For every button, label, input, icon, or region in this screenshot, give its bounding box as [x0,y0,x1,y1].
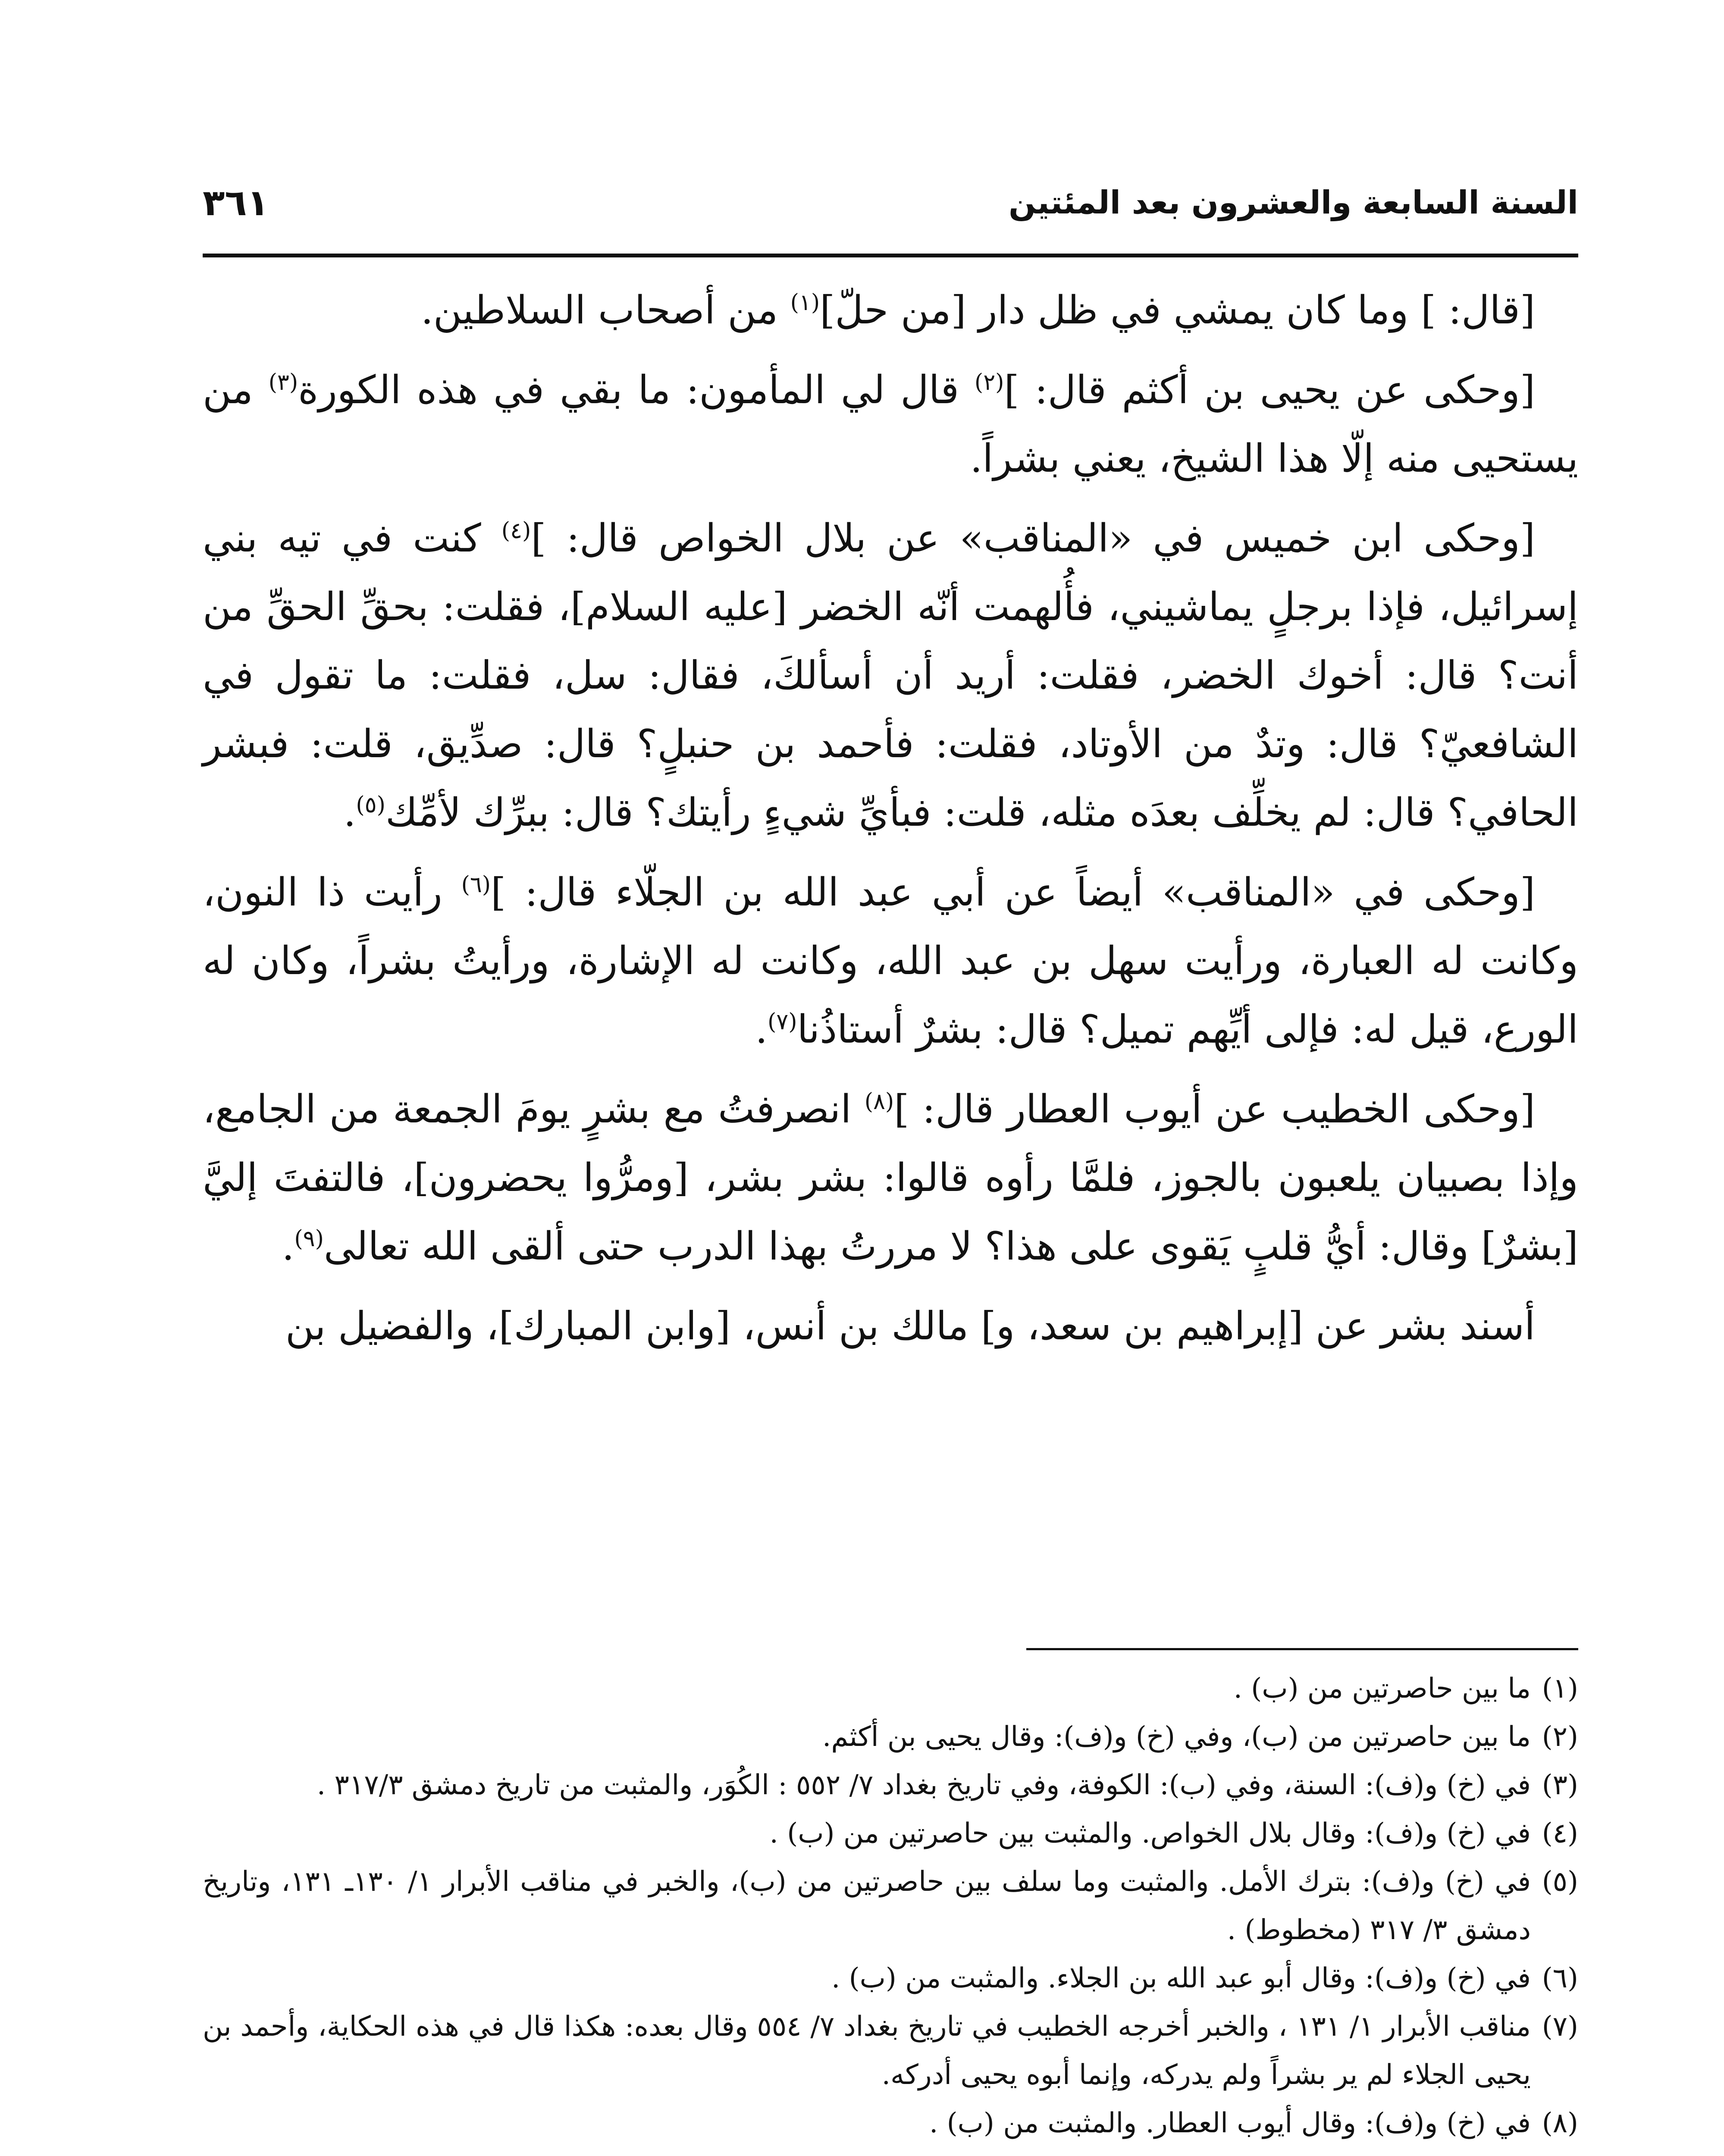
text-run: [وحكى في «المناقب» أيضاً عن أبي عبد الله بن الجلّاء قال: ] [491,870,1535,915]
footnote [203,1858,1578,1954]
footnote-text: في (خ) و(ف): وقال أيوب العطار. والمثبت من (ب) . [929,2107,1531,2139]
footnote-number: (٧) [1542,2011,1578,2043]
footnote [203,2147,1578,2156]
footnotes [203,1664,1578,2156]
footnote-text: ما بين حاصرتين من (ب) . [1233,1673,1531,1705]
footnote-marker: (١) [790,290,820,316]
text-run: . [282,1224,295,1269]
running-header [203,170,1578,235]
footnote-separator [1026,1648,1578,1650]
footnote-marker: (٨) [864,1089,894,1115]
text-run: قال لي المأمون: ما بقي في هذه الكورة [298,367,975,413]
footnote-number: (٨) [1542,2107,1578,2139]
text-run: [قال: ] وما كان يمشي في ظل دار [من حلّ] [820,288,1535,333]
paragraph [203,356,1578,493]
footnote-text: مناقب الأبرار ١/ ١٣١ ، والخبر أخرجه الخطيب في تاريخ بغداد ٧/ ٥٥٤ وقال بعده: هكذا قال في هذه الحكاية، وأحمد بن يحيى الجلاء لم ير بشراً ولم يدركه، وإنما أبوه يحيى أدركه. [203,2011,1531,2091]
footnote-number: (٦) [1542,1962,1578,1994]
text-run: انصرفتُ مع بشرٍ يومَ الجمعة من الجامع، وإذا بصبيان يلعبون بالجوز، فلمَّا رأوه قالوا: بشر بشر، [ومرُّوا يحضرون]، فالتفتَ إليَّ [بشرٌ] وقال: أيُّ قلبٍ يَقوى على هذا؟ لا مررتُ بهذا الدرب حتى ألقى الله تعالى [203,1087,1578,1269]
paragraph [203,1075,1578,1281]
text-run: [وحكى عن يحيى بن أكثم قال: ] [1004,367,1536,413]
footnote [203,1809,1578,1858]
footnote [203,1761,1578,1809]
footnote-marker: (٩) [294,1226,324,1252]
footnote-text: في (خ) و(ف): وقال أبو عبد الله بن الجلاء. والمثبت من (ب) . [831,1962,1531,1994]
footnote-marker: (٤) [501,518,531,544]
footnote-text: في (خ) و(ف): بترك الأمل. والمثبت وما سلف بين حاصرتين من (ب)، والخبر في مناقب الأبرار ١/ ١٣٠ـ ١٣١، وتاريخ دمشق ٣/ ٣١٧ (مخطوط) . [203,1866,1531,1946]
main-text [203,276,1578,1372]
text-run: كنت في تيه بني إسرائيل، فإذا برجلٍ يماشيني، فأُلهمت أنّه الخضر [عليه السلام]، فقلت: بحقِّ الحقِّ من أنت؟ قال: أخوك الخضر، فقلت: أريد أن أسألكَ، فقال: سل، فقلت: ما تقول في الشافعيّ؟ قال: وتدٌ من الأوتاد، فقلت: فأحمد بن حنبلٍ؟ قال: صدِّيق، قلت: فبشر الحافي؟ قال: لم يخلِّف بعدَه مثله، قلت: فبأيِّ شيءٍ رأيتك؟ قال: ببرِّك لأمِّك [203,516,1578,835]
paragraph [203,504,1578,847]
footnote-marker: (٣) [268,370,298,395]
footnote-text [203,2147,1531,2156]
footnote-number [1531,2147,1578,2156]
paragraph [203,1292,1578,1360]
footnote [203,1664,1578,1713]
text-run: رأيت ذا النون، وكانت له العبارة، ورأيت سهل بن عبد الله، وكانت له الإشارة، ورأيتُ بشراً، وكان له الورع، قيل له: فإلى أيِّهم تميل؟ قال: بشرٌ أستاذُنا [203,870,1578,1052]
text-run: [وحكى ابن خميس في «المناقب» عن بلال الخواص قال: ] [531,516,1535,561]
footnote [203,1954,1578,2002]
footnote [203,2099,1578,2147]
footnote-text: ما بين حاصرتين من (ب)، وفي (خ) و(ف): وقال يحيى بن أكثم. [822,1721,1531,1753]
page-number: ٣٦١ [203,182,269,224]
footnote-marker: (٥) [356,792,386,818]
footnote-number: (٤) [1542,1818,1578,1849]
footnote-text: في (خ) و(ف): السنة، وفي (ب): الكوفة، وفي تاريخ بغداد ٧/ ٥٥٢ : الكُوَر، والمثبت من تاريخ دمشق ٣١٧/٣ . [317,1769,1531,1801]
footnote-number: (٥) [1542,1866,1578,1898]
header-rule [203,254,1578,257]
paragraph [203,858,1578,1064]
footnote-marker: (٧) [767,1009,797,1035]
text-run: . [755,1007,768,1052]
running-title: السنة السابعة والعشرون بعد المئتين [1009,184,1578,221]
paragraph [203,276,1578,345]
footnote-text: في (خ) و(ف): وقال بلال الخواص. والمثبت بين حاصرتين من (ب) . [769,1818,1531,1849]
footnote-marker: (٦) [461,872,491,898]
text-run: من أصحاب السلاطين. [421,288,790,333]
footnote-number: (٢) [1542,1721,1578,1753]
footnote [203,1713,1578,1761]
text-run: . [343,790,356,835]
footnote-number: (١) [1542,1673,1578,1705]
text-run: من يستحيى منه إلّا هذا الشيخ، يعني بشراً. [203,367,1578,481]
text-run: [وحكى الخطيب عن أيوب العطار قال: ] [894,1087,1536,1132]
text-run: أسند بشر عن [إبراهيم بن سعد، و] مالك بن أنس، [وابن المبارك]، والفضيل بن [285,1304,1535,1349]
footnote [203,2002,1578,2099]
footnote-number: (٣) [1542,1769,1578,1801]
footnote-marker: (٢) [974,370,1004,395]
